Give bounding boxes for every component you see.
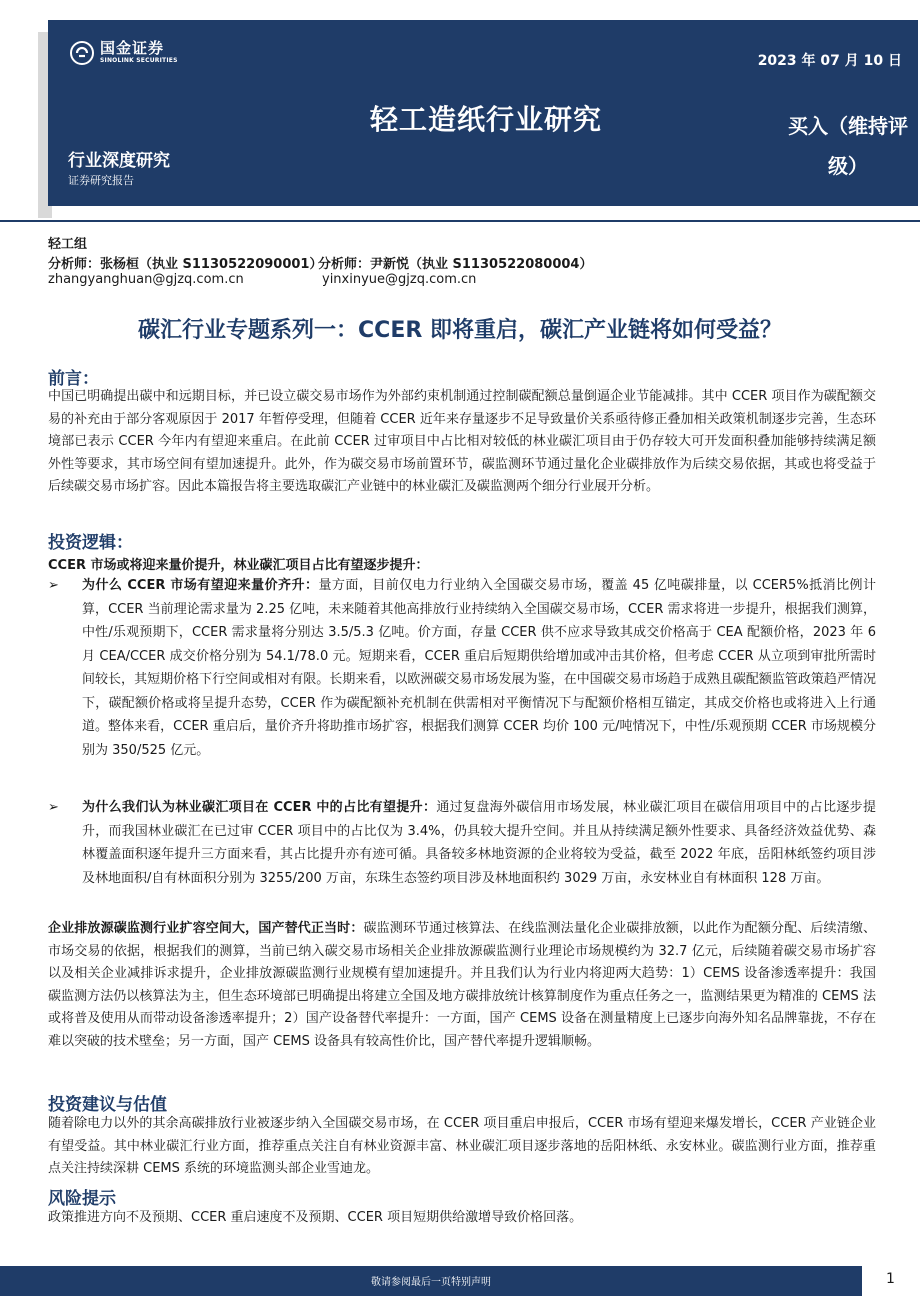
analyst-row	[48, 253, 592, 272]
team-name: 轻工组	[48, 237, 88, 252]
monitoring-text: 碳监测环节通过核算法、在线监测法量化企业碳排放额，以此作为配额分配、后续清缴、市场交易的依据，根据我们的测算，当前已纳入碳交易市场相关企业排放源碳监测行业理论市场规模约为 32.7 亿元，后续随着碳交易市场扩容以及相关企业减排诉求提升，企业排放源碳监测行业规模有望加速提升。并且我们认为行业内将迎两大趋势：1）CEMS 设备渗透率提升：我国碳监测方法仍以核算法为主，但生态环境部已明确提出将建立全国及地方碳排放统计核算制度作为重点任务之一，监测结果更为精准的 CEMS 法或将普及使用从而带动设备渗透率提升；2）国产设备替代率提升：一方面，国产 CEMS 设备在测量精度上已逐步向海外知名品牌靠拢，不存在难以突破的技术壁垒；另一方面，国产 CEMS 设备具有较高性价比，国产替代率提升逻辑顺畅。	[48, 921, 876, 1049]
preface-heading: 前言：	[48, 369, 99, 389]
sinolink-logo-icon	[70, 41, 94, 65]
bullet-ccer-price-volume	[48, 574, 876, 762]
report-date: 2023 年 07 月 10 日	[757, 53, 902, 69]
sinolink-logo	[70, 40, 178, 65]
risk-body: 政策推进方向不及预期、CCER 重启速度不及预期、CCER 项目短期供给激增导致价格回落。	[48, 1210, 583, 1225]
page-number: 1	[886, 1271, 895, 1287]
logo-en: SINOLINK SECURITIES	[100, 57, 178, 64]
rating-line1: 买入（维持评	[788, 114, 908, 138]
email-2[interactable]: yinxinyue@gjzq.com.cn	[322, 272, 477, 287]
bullet-arrow-icon: ➢	[48, 800, 59, 815]
report-type: 行业深度研究	[68, 151, 170, 171]
logic-subheading: CCER 市场或将迎来量价提升，林业碳汇项目占比有望逐步提升：	[48, 558, 429, 573]
monitoring-paragraph	[48, 918, 876, 1053]
logic-heading: 投资逻辑：	[48, 533, 133, 553]
bullet-arrow-icon: ➢	[48, 578, 59, 593]
bullet2-text: 通过复盘海外碳信用市场发展，林业碳汇项目在碳信用项目中的占比逐步提升，而我国林业碳汇在已过审 CCER 项目中的占比仅为 3.4%，仍具较大提升空间。并且从持续满足额外性要求、具备经济效益优势、森林覆盖面积逐年提升三方面来看，其占比提升亦有迹可循。具备较多林地资源的企业将较为受益，截至 2022 年底，岳阳林纸签约项目涉及林地面积/自有林面积分别为 3255/200 万亩，东珠生态签约项目涉及林地面积约 3029 万亩，永安林业自有林面积 128 万亩。	[82, 800, 876, 886]
footer-disclaimer: 敬请参阅最后一页特别声明	[371, 1277, 491, 1288]
analyst-2: 分析师：尹新悦（执业 S1130522080004）	[318, 257, 593, 272]
bullet1-lead: 为什么 CCER 市场有望迎来量价齐升：	[82, 578, 319, 593]
bullet2-lead: 为什么我们认为林业碳汇项目在 CCER 中的占比有望提升：	[82, 800, 437, 815]
header-divider	[0, 220, 920, 222]
report-headline: 碳汇行业专题系列一：CCER 即将重启，碳汇产业链将如何受益？	[138, 318, 782, 343]
advice-body: 随着除电力以外的其余高碳排放行业被逐步纳入全国碳交易市场，在 CCER 项目重启申报后，CCER 市场有望迎来爆发增长，CCER 产业链企业有望受益。其中林业碳汇行业方面，推荐重点关注自有林业资源丰富、林业碳汇项目逐步落地的岳阳林纸、永安林业。碳监测行业方面，推荐重点关注持续深耕 CEMS 系统的环境监测头部企业雪迪龙。	[48, 1116, 876, 1176]
bullet-forestry-share	[48, 796, 876, 890]
rating-line2: 级）	[828, 154, 868, 178]
email-row	[48, 272, 476, 287]
monitoring-lead: 企业排放源碳监测行业扩容空间大，国产替代正当时：	[48, 921, 364, 936]
analyst-1: 分析师：张杨桓（执业 S1130522090001）	[48, 257, 323, 272]
preface-body: 中国已明确提出碳中和远期目标，并已设立碳交易市场作为外部约束机制通过控制碳配额总量倒逼企业节能减排。其中 CCER 项目作为碳配额交易的补充由于部分客观原因于 2017 年暂停受理，但随着 CCER 近年来存量逐步不足导致量价关系亟待修正叠加相关政策机制逐步完善，生态环境部已表示 CCER 今年内有望迎来重启。在此前 CCER 过审项目中占比相对较低的林业碳汇项目由于仍存较大可开发面积叠加能够持续满足额外性等要求，其市场空间有望加速提升。此外，作为碳交易市场前置环节，碳监测环节通过量化企业碳排放作为后续交易依据，其或也将受益于后续碳交易市场扩容。因此本篇报告将主要选取碳汇产业链中的林业碳汇及碳监测两个细分行业展开分析。	[48, 389, 876, 494]
risk-heading: 风险提示	[48, 1189, 116, 1209]
bullet1-text: 量方面，目前仅电力行业纳入全国碳交易市场，覆盖 45 亿吨碳排量，以 CCER5%抵消比例计算，CCER 当前理论需求量为 2.25 亿吨，未来随着其他高排放行业持续纳入全国碳交易市场，CCER 需求将进一步提升，根据我们测算，中性/乐观预期下，CCER 需求量将分别达 3.5/5.3 亿吨。价方面，存量 CCER 供不应求导致其成交价格高于 CEA 配额价格，2023 年 6 月 CEA/CCER 成交价格分别为 54.1/78.0 元。短期来看，CCER 重启后短期供给增加或冲击其价格，但考虑 CCER 从立项到审批所需时间较长，其短期价格下行空间或相对有限。长期来看，以欧洲碳交易市场发展为鉴，在中国碳交易市场趋于成熟且碳配额监管政策趋严情况下，碳配额价格或将呈提升态势，CCER 作为碳配额补充机制在供需相对平衡情况下与配额价格相互锚定，其成交价格也或将进入上行通道。整体来看，CCER 重启后，量价齐升将助推市场扩容，根据我们测算 CCER 均价 100 元/吨情况下，中性/乐观预期 CCER 市场规模分别为 350/525 亿元。	[82, 578, 876, 758]
industry-title: 轻工造纸行业研究	[370, 103, 603, 136]
email-1[interactable]: zhangyanghuan@gjzq.com.cn	[48, 272, 244, 287]
rating	[778, 106, 918, 186]
report-subtype: 证券研究报告	[68, 174, 134, 187]
advice-heading: 投资建议与估值	[48, 1095, 167, 1115]
logo-cn: 国金证券	[100, 39, 165, 57]
